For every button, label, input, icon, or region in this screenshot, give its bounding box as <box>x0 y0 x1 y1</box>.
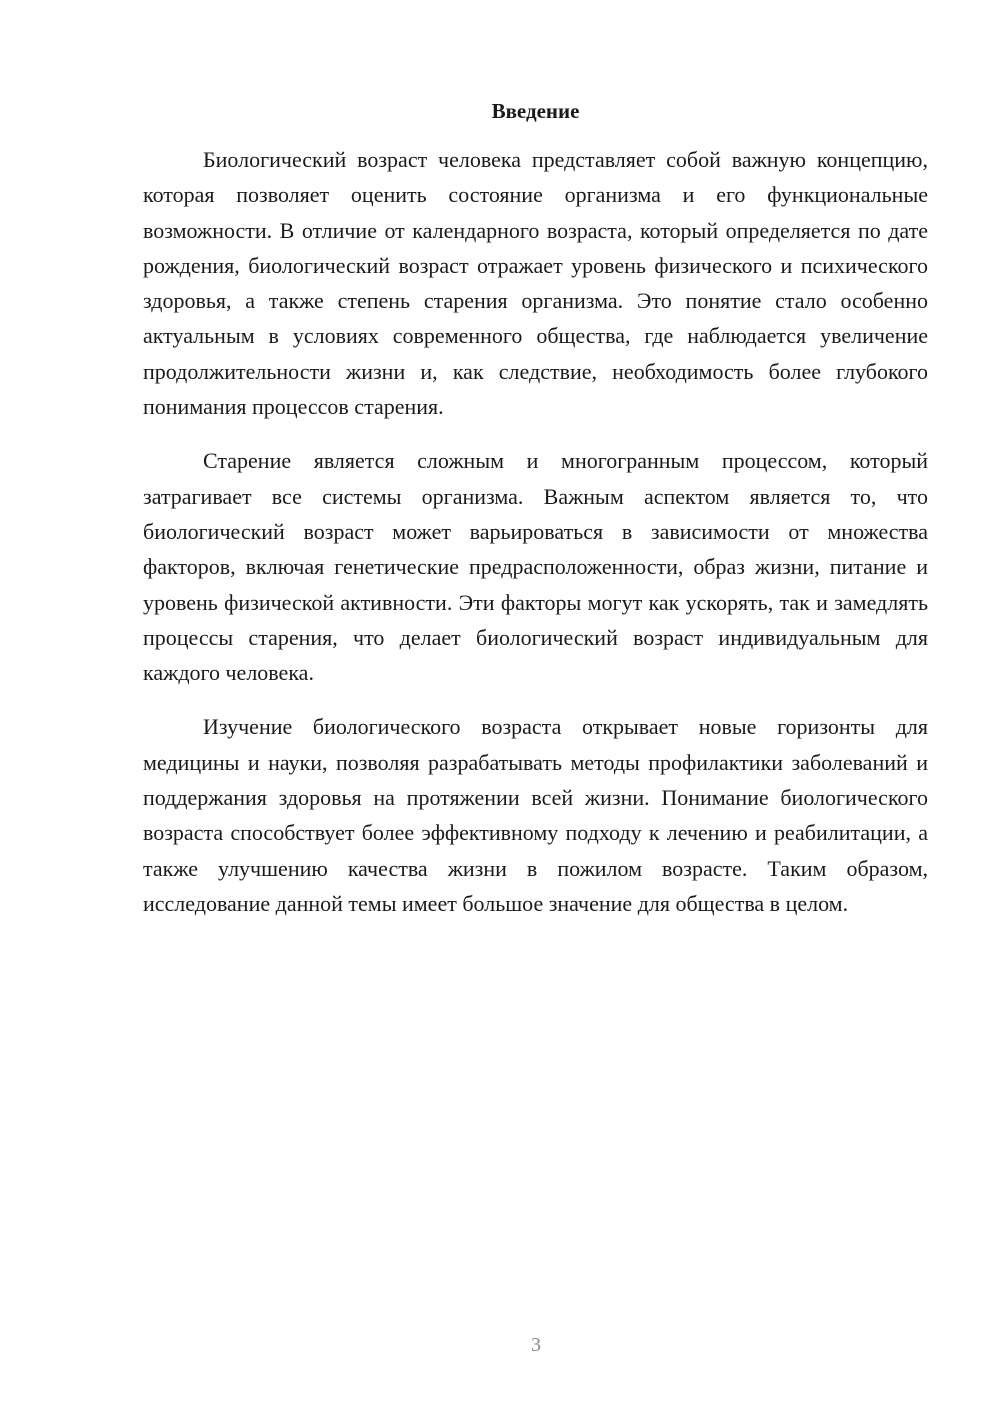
paragraph-1: Биологический возраст человека представляет собой важную концепцию, которая позволяет оценить состояние организма и его функциональные возможности. В отличие от календарного возраста, который определяется по дате рождения, биологический возраст отражает уровень физического и психического здоровья, а также степень старения организма. Это понятие стало особенно актуальным в условиях современного общества, где наблюдается увеличение продолжительности жизни и, как следствие, необходимость более глубокого понимания процессов старения. <box>143 147 928 420</box>
page-number: 3 <box>531 1334 541 1356</box>
section-title: Введение <box>491 99 580 123</box>
document-body <box>143 142 928 921</box>
paragraph-2: Старение является сложным и многогранным процессом, который затрагивает все системы организма. Важным аспектом является то, что биологический возраст может варьироваться в зависимости от множества факторов, включая генетические предрасположенности, образ жизни, питание и уровень физической активности. Эти факторы могут как ускорять, так и замедлять процессы старения, что делает биологический возраст индивидуальным для каждого человека. <box>143 448 928 686</box>
paragraph-3: Изучение биологического возраста открывает новые горизонты для медицины и науки, позволяя разрабатывать методы профилактики заболеваний и поддержания здоровья на протяжении всей жизни. Понимание биологического возраста способствует более эффективному подходу к лечению и реабилитации, а также улучшению качества жизни в пожилом возрасте. Таким образом, исследование данной темы имеет большое значение для общества в целом. <box>143 714 928 916</box>
